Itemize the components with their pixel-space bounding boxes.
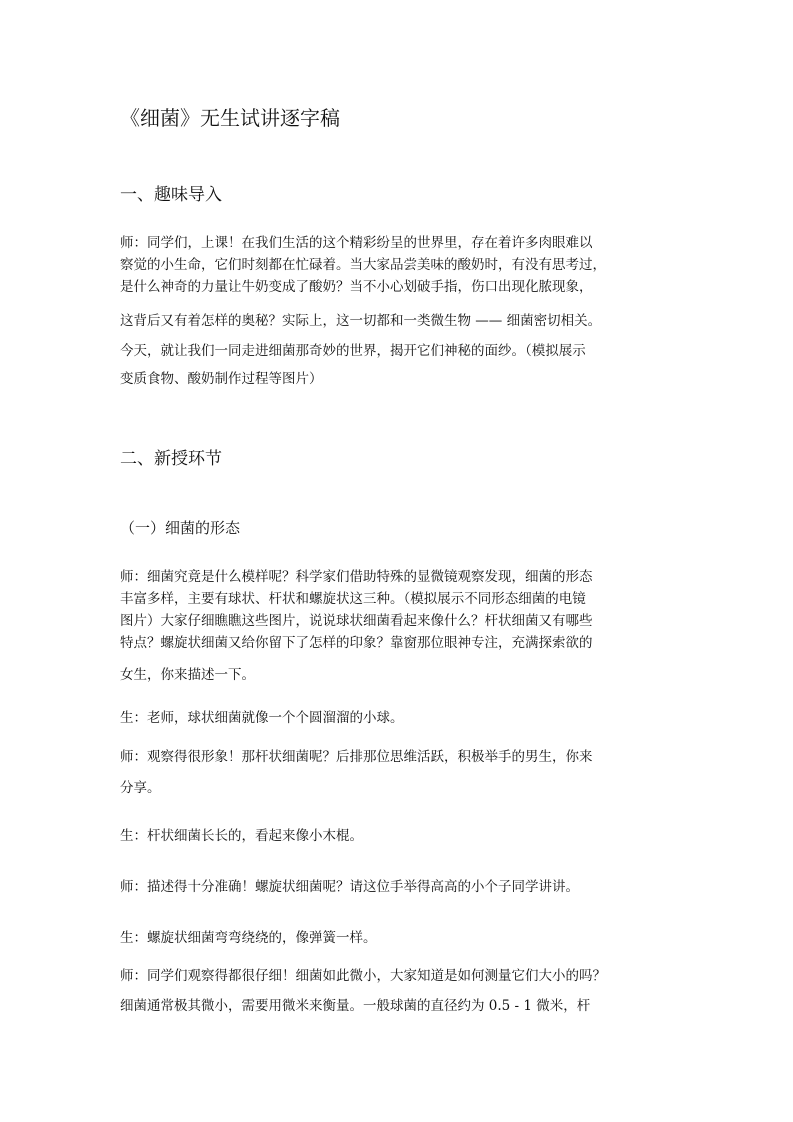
paragraph-student-3 [120,927,680,949]
paragraph-teacher-3 [120,876,680,898]
text-line: 察觉的小生命，它们时刻都在忙碌着。当大家品尝美味的酸奶时，有没有思考过， [120,257,606,273]
text-line: 分享。 [120,780,161,796]
text-line: 是什么神奇的力量让牛奶变成了酸奶？当不小心划破手指，伤口出现化脓现象， [120,279,593,295]
text-line: 细菌通常极其微小，需要用微米来衡量。一般球菌的直径约为 0.5 - 1 微米，杆 [120,998,591,1014]
text-line: 丰富多样，主要有球状、杆状和螺旋状这三种。（模拟展示不同形态细菌的电镜 [120,591,586,607]
section-heading-new: 二、新授环节 [120,449,222,469]
text-line: 图片）大家仔细瞧瞧这些图片，说说球状细菌看起来像什么？杆状细菌又有哪些 [120,613,593,629]
paragraph-intro [120,232,680,390]
text-line: 变质食物、酸奶制作过程等图片） [120,371,323,387]
text-line: 生：杆状细菌长长的，看起来像小木棍。 [120,828,363,844]
text-line: 特点？螺旋状细菌又给你留下了怎样的印象？靠窗那位眼神专注，充满探索欲的 [120,635,593,651]
document-title: 《细菌》无生试讲逐字稿 [120,106,340,130]
text-line: 生：螺旋状细菌弯弯绕绕的，像弹簧一样。 [120,930,377,946]
section-heading-intro: 一、趣味导入 [120,185,222,205]
text-line: 师：描述得十分准确！螺旋状细菌呢？请这位手举得高高的小个子同学讲讲。 [120,879,579,895]
text-line: 师：细菌究竟是什么模样呢？科学家们借助特殊的显微镜观察发现，细菌的形态 [120,569,593,585]
paragraph-teacher-4 [120,965,680,1017]
text-line: 女生，你来描述一下。 [120,667,255,683]
text-line: 今天，就让我们一同走进细菌那奇妙的世界，揭开它们神秘的面纱。（模拟展示 [120,343,586,359]
paragraph-teacher-2 [120,746,680,799]
text-line: 师：同学们观察得都很仔细！细菌如此微小，大家知道是如何测量它们大小的吗？ [120,968,606,984]
paragraph-teacher-1 [120,566,680,686]
text-line: 师：同学们，上课！在我们生活的这个精彩纷呈的世界里，存在着许多肉眼难以 [120,235,593,251]
text-line: 师：观察得很形象！那杆状细菌呢？后排那位思维活跃，积极举手的男生，你来 [120,749,593,765]
text-line: 生：老师，球状细菌就像一个个圆溜溜的小球。 [120,710,404,726]
subsection-heading-morphology: （一）细菌的形态 [120,519,241,537]
paragraph-student-1 [120,707,680,729]
text-line: 这背后又有着怎样的奥秘？实际上，这一切都和一类微生物 —— 细菌密切相关。 [120,313,602,329]
paragraph-student-2 [120,825,680,847]
